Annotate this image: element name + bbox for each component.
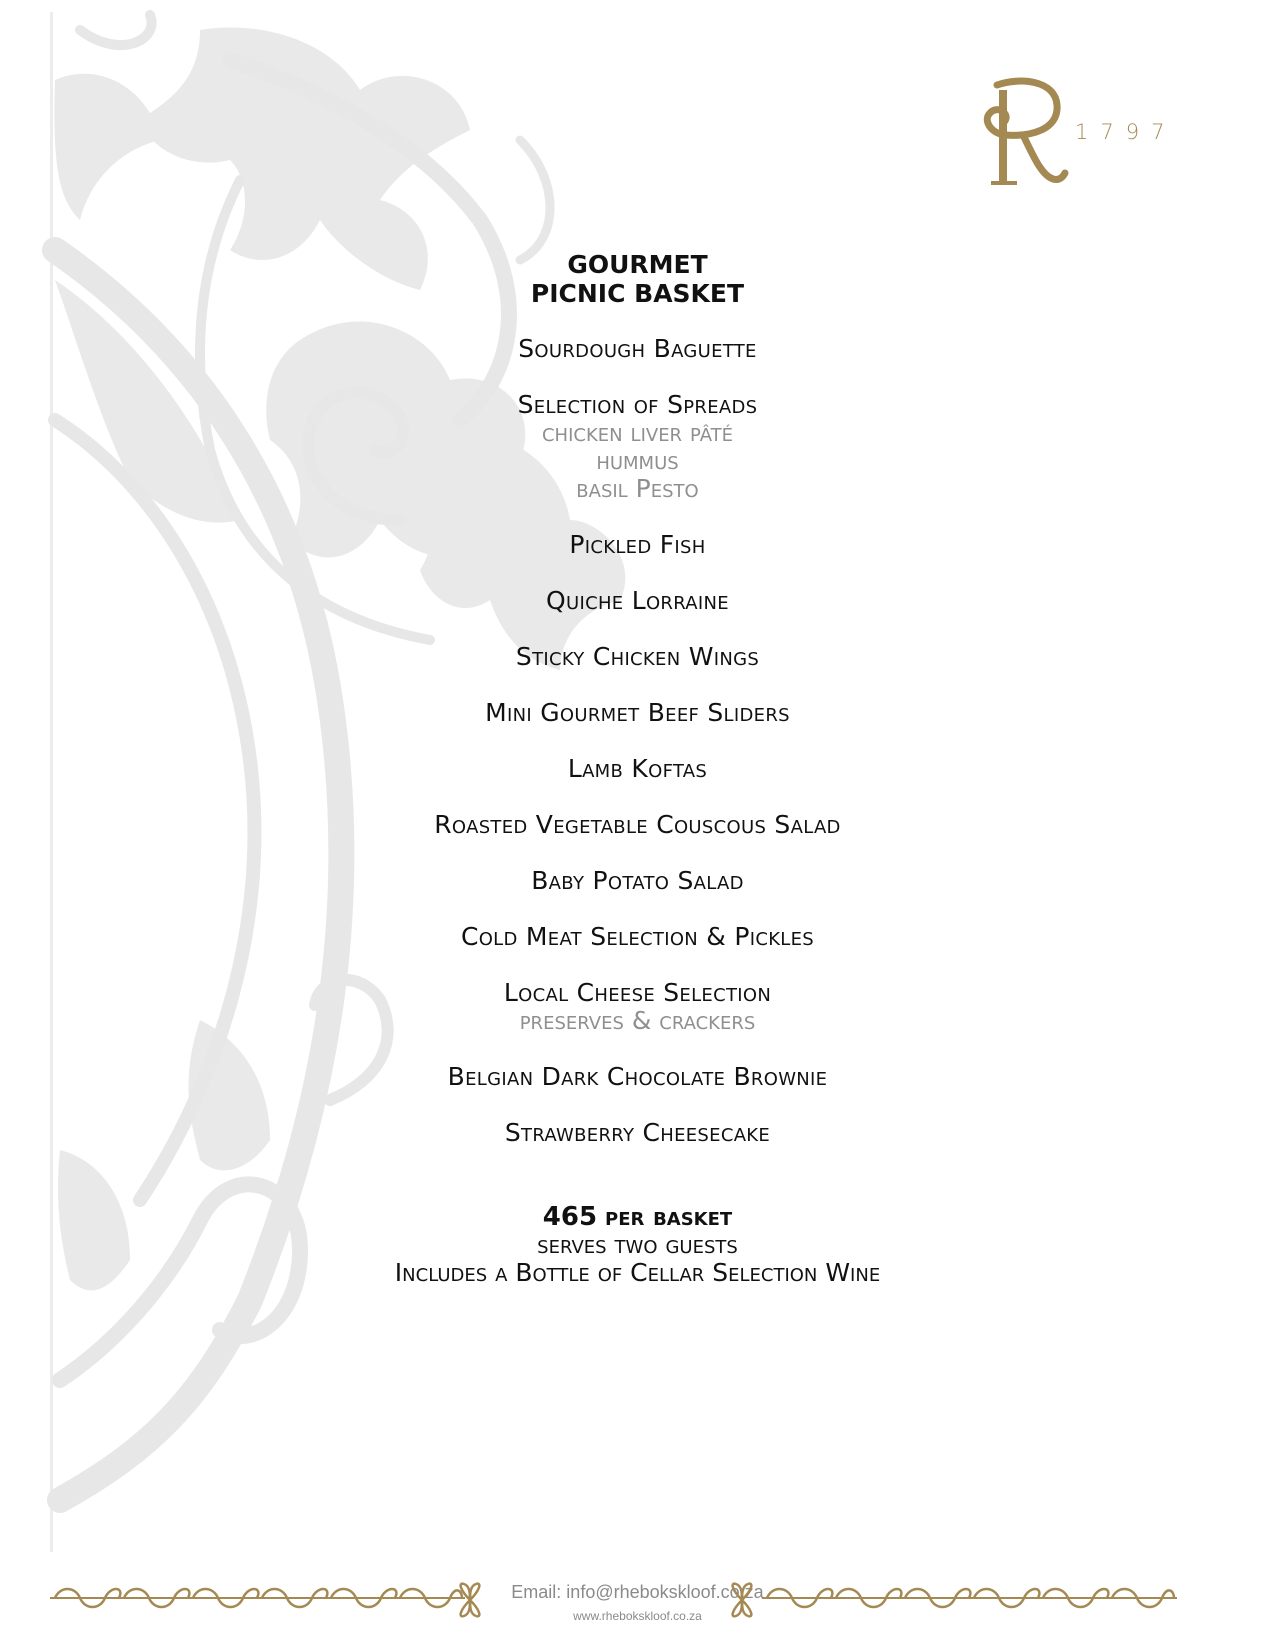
price-label: per basket <box>605 1202 733 1231</box>
footer <box>50 1572 1225 1632</box>
menu-item-group <box>0 531 1275 559</box>
menu-subitem: basil Pesto <box>576 474 699 503</box>
menu-item-group <box>0 811 1275 839</box>
menu-item: Mini Gourmet Beef Sliders <box>485 698 790 727</box>
menu-item: Sourdough Baguette <box>518 334 757 363</box>
menu-item: Selection of Spreads <box>517 390 758 419</box>
price-block <box>0 1203 1275 1287</box>
menu-item-group <box>0 1063 1275 1091</box>
menu-item: Local Cheese Selection <box>503 978 772 1007</box>
menu-item-group <box>0 587 1275 615</box>
serves-text: serves two guests <box>537 1230 738 1259</box>
menu-item: Roasted Vegetable Couscous Salad <box>434 810 841 839</box>
menu-item-group <box>0 335 1275 363</box>
flower-ornament-icon <box>722 1580 762 1620</box>
price-line <box>0 1203 1275 1231</box>
menu-item-group <box>0 923 1275 951</box>
menu-item-group <box>0 755 1275 783</box>
menu-item-group <box>0 979 1275 1035</box>
menu-item: Baby Potato Salad <box>531 866 744 895</box>
menu-item-group <box>0 643 1275 671</box>
menu-title-line-2: PICNIC BASKET <box>530 279 745 308</box>
menu-title-line-1: GOURMET <box>567 250 708 279</box>
price-amount: 465 <box>542 1202 598 1232</box>
ornamental-border-right <box>762 1582 1177 1614</box>
menu-item: Belgian Dark Chocolate Brownie <box>447 1062 828 1091</box>
menu-item: Quiche Lorraine <box>546 586 729 615</box>
includes-text: Includes a Bottle of Cellar Selection Wine <box>394 1258 881 1287</box>
brand-logo <box>975 75 1175 195</box>
menu-title <box>0 250 1275 308</box>
menu-content <box>0 250 1275 1287</box>
menu-item: Strawberry Cheesecake <box>504 1118 771 1147</box>
footer-website[interactable]: www.rhebokskloof.co.za <box>573 1609 702 1623</box>
menu-item: Lamb Koftas <box>567 754 708 783</box>
brand-year: 1797 <box>1075 120 1177 144</box>
monogram-logo-icon <box>975 75 1075 190</box>
menu-item: Pickled Fish <box>569 530 706 559</box>
footer-email[interactable]: Email: info@rhebokskloof.co.za <box>511 1582 764 1602</box>
menu-item-group <box>0 699 1275 727</box>
menu-item: Cold Meat Selection & Pickles <box>460 922 815 951</box>
menu-subitem: chicken liver pâté <box>541 418 734 447</box>
menu-item-group <box>0 1119 1275 1147</box>
menu-subitem: hummus <box>596 446 679 475</box>
menu-subitem: preserves & crackers <box>519 1006 756 1035</box>
menu-item-group <box>0 391 1275 503</box>
menu-item: Sticky Chicken Wings <box>515 642 760 671</box>
menu-item-group <box>0 867 1275 895</box>
